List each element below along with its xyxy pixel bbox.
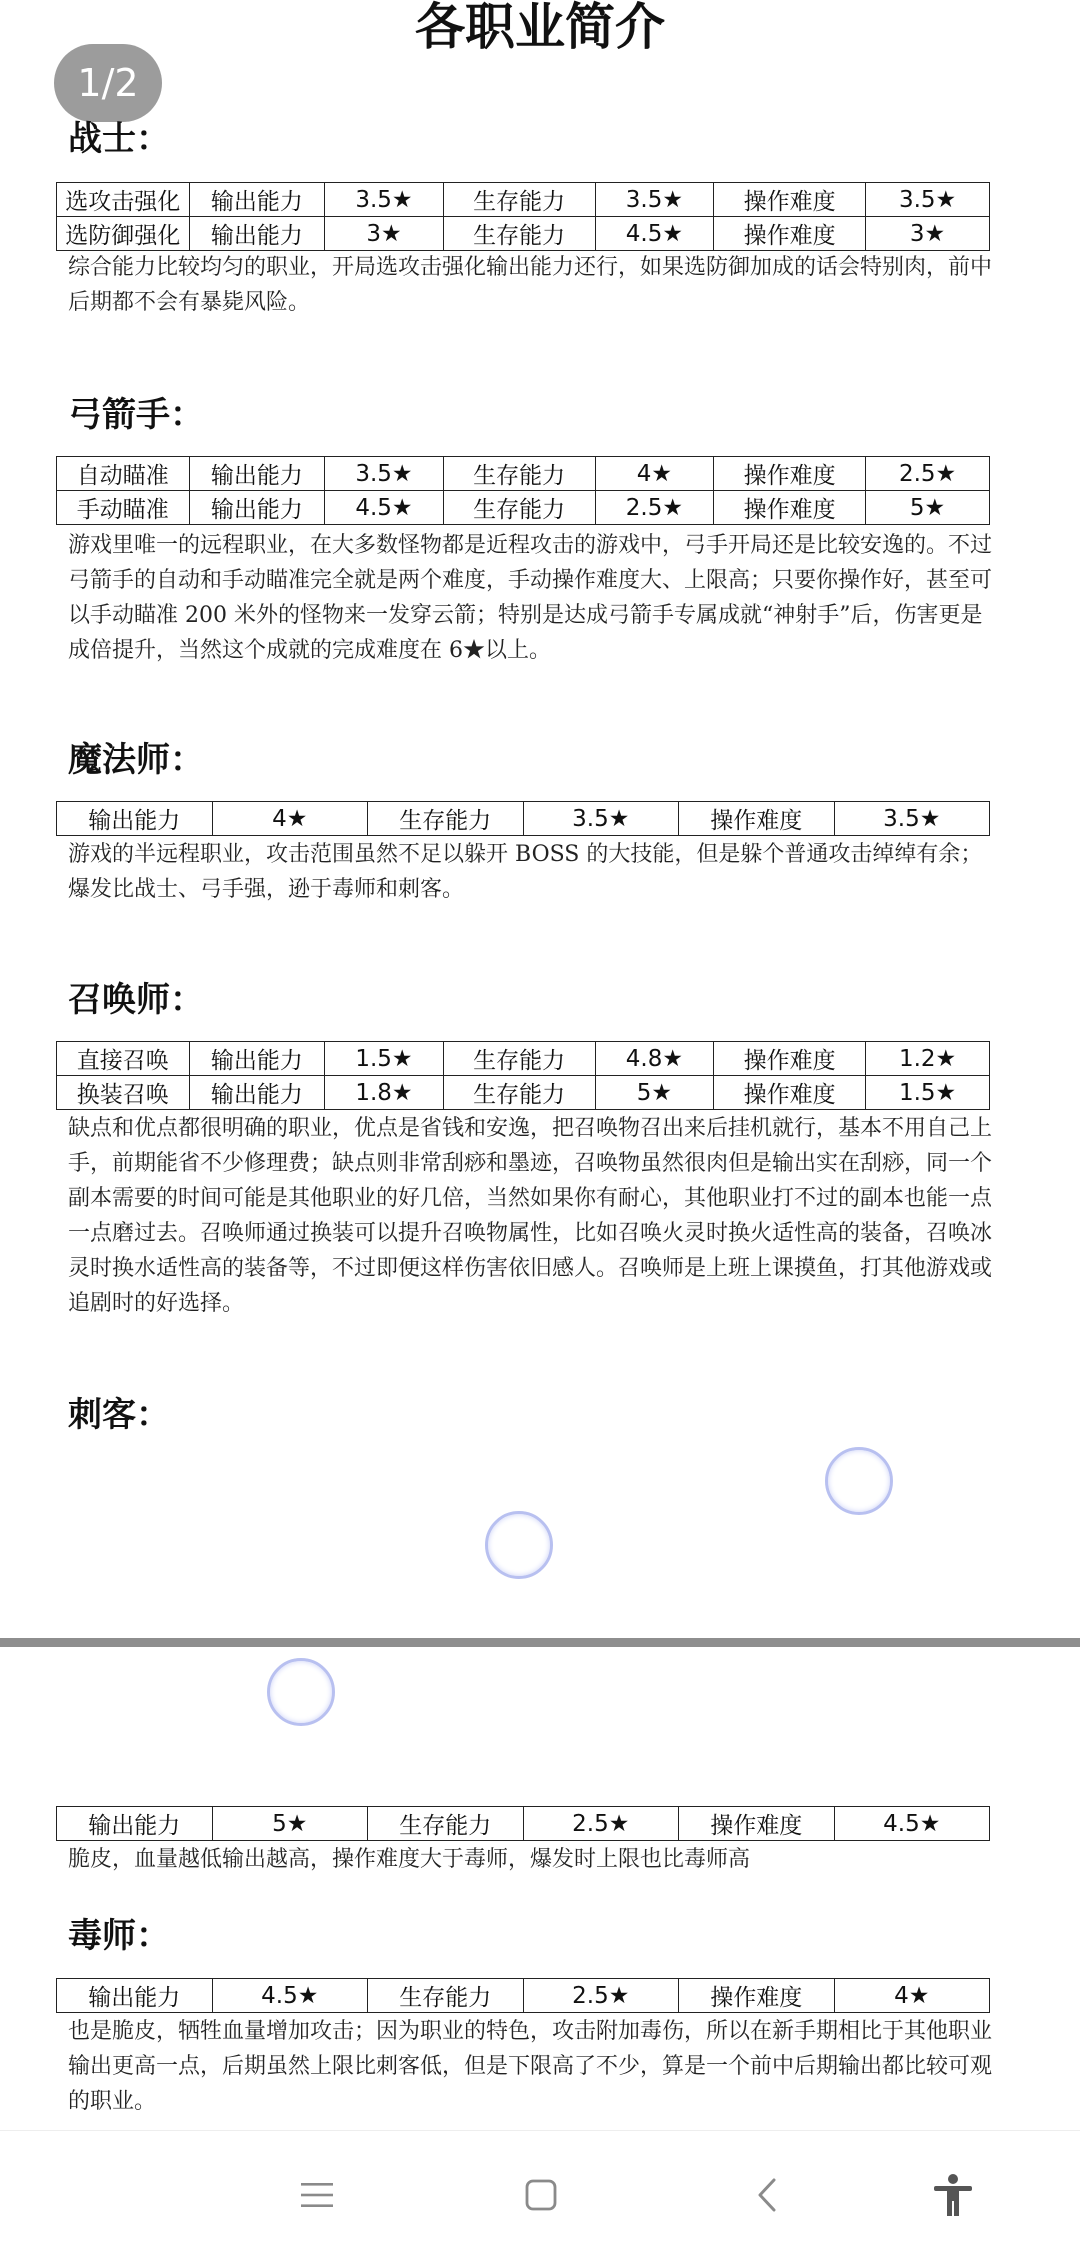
table-cell: 自动瞄准 bbox=[57, 457, 190, 491]
table-cell: 3.5★ bbox=[325, 457, 443, 491]
menu-button[interactable] bbox=[257, 2131, 377, 2259]
table-cell: 1.2★ bbox=[866, 1042, 990, 1076]
section-title-assassin: 刺客： bbox=[68, 1395, 170, 1435]
description-mage: 游戏的半远程职业，攻击范围虽然不足以躲开 BOSS 的大技能，但是躲个普通攻击绰绰有余；爆发比战士、弓手强，逊于毒师和刺客。 bbox=[68, 842, 983, 902]
document-title: 各职业简介 bbox=[415, 0, 665, 56]
table-cell: 2.5★ bbox=[595, 491, 713, 525]
section-title-poisoner: 毒师： bbox=[68, 1916, 170, 1956]
table-cell: 3.5★ bbox=[595, 183, 713, 217]
section-title-warrior: 战士： bbox=[68, 119, 170, 159]
stats-table-mage bbox=[56, 801, 990, 836]
menu-icon bbox=[300, 2181, 334, 2209]
table-cell: 直接召唤 bbox=[57, 1042, 190, 1076]
table-cell: 3.5★ bbox=[325, 183, 443, 217]
table-row bbox=[57, 802, 990, 836]
table-cell: 4★ bbox=[595, 457, 713, 491]
table-cell: 输出能力 bbox=[57, 1979, 213, 2013]
home-icon bbox=[525, 2179, 557, 2211]
table-cell: 1.5★ bbox=[866, 1076, 990, 1110]
touch-indicator bbox=[485, 1511, 553, 1579]
touch-indicator bbox=[267, 1658, 335, 1726]
table-row bbox=[57, 183, 990, 217]
table-cell: 操作难度 bbox=[679, 1979, 835, 2013]
table-cell: 选防御强化 bbox=[57, 217, 190, 251]
table-cell: 输出能力 bbox=[57, 802, 213, 836]
table-row bbox=[57, 1979, 990, 2013]
table-cell: 3.5★ bbox=[523, 802, 679, 836]
table-cell: 4★ bbox=[834, 1979, 990, 2013]
description-warrior: 综合能力比较均匀的职业，开局选攻击强化输出能力还行，如果选防御加成的话会特别肉，前中后期都不会有暴毙风险。 bbox=[68, 255, 993, 315]
table-cell: 操作难度 bbox=[714, 217, 866, 251]
description-archer: 游戏里唯一的远程职业，在大多数怪物都是近程攻击的游戏中，弓手开局还是比较安逸的。不过弓箭手的自动和手动瞄准完全就是两个难度，手动操作难度大、上限高；只要你操作好，甚至可以手动瞄准 200 米外的怪物来一发穿云箭；特别是达成弓箭手专属成就“神射手”后，伤害更是成倍提升，当然这个成就的完成难度在 6★以上。 bbox=[68, 533, 993, 663]
table-cell: 操作难度 bbox=[714, 183, 866, 217]
table-cell: 生存能力 bbox=[443, 1042, 595, 1076]
table-cell: 2.5★ bbox=[866, 457, 990, 491]
table-row bbox=[57, 1807, 990, 1841]
table-cell: 输出能力 bbox=[189, 183, 325, 217]
table-cell: 操作难度 bbox=[714, 1076, 866, 1110]
table-cell: 选攻击强化 bbox=[57, 183, 190, 217]
table-cell: 5★ bbox=[595, 1076, 713, 1110]
table-cell: 4.5★ bbox=[834, 1807, 990, 1841]
table-cell: 生存能力 bbox=[368, 1807, 524, 1841]
table-cell: 手动瞄准 bbox=[57, 491, 190, 525]
section-title-summoner: 召唤师： bbox=[68, 980, 204, 1020]
table-cell: 4.5★ bbox=[595, 217, 713, 251]
stats-table-poisoner bbox=[56, 1978, 990, 2013]
table-cell: 操作难度 bbox=[679, 802, 835, 836]
table-cell: 4.8★ bbox=[595, 1042, 713, 1076]
home-button[interactable] bbox=[481, 2131, 601, 2259]
table-row bbox=[57, 217, 990, 251]
description-poisoner: 也是脆皮，牺牲血量增加攻击；因为职业的特色，攻击附加毒伤，所以在新手期相比于其他职业输出更高一点，后期虽然上限比刺客低，但是下限高了不少，算是一个前中后期输出都比较可观的职业。 bbox=[68, 2019, 993, 2114]
table-cell: 2.5★ bbox=[523, 1807, 679, 1841]
table-cell: 输出能力 bbox=[189, 457, 325, 491]
description-assassin: 脆皮，血量越低输出越高，操作难度大于毒师，爆发时上限也比毒师高 bbox=[68, 1847, 751, 1872]
stats-table-archer bbox=[56, 456, 990, 525]
back-icon bbox=[756, 2177, 778, 2213]
table-row bbox=[57, 1076, 990, 1110]
table-cell: 2.5★ bbox=[523, 1979, 679, 2013]
table-cell: 3★ bbox=[325, 217, 443, 251]
table-cell: 操作难度 bbox=[714, 491, 866, 525]
table-cell: 操作难度 bbox=[679, 1807, 835, 1841]
accessibility-icon bbox=[932, 2173, 974, 2217]
section-title-mage: 魔法师： bbox=[68, 740, 204, 780]
table-cell: 生存能力 bbox=[443, 183, 595, 217]
table-cell: 输出能力 bbox=[57, 1807, 213, 1841]
touch-indicator bbox=[825, 1447, 893, 1515]
table-cell: 操作难度 bbox=[714, 457, 866, 491]
table-row bbox=[57, 457, 990, 491]
table-cell: 输出能力 bbox=[189, 491, 325, 525]
table-cell: 生存能力 bbox=[443, 1076, 595, 1110]
table-cell: 输出能力 bbox=[189, 217, 325, 251]
table-cell: 5★ bbox=[866, 491, 990, 525]
table-cell: 3.5★ bbox=[866, 183, 990, 217]
table-cell: 换装召唤 bbox=[57, 1076, 190, 1110]
stats-table-summoner bbox=[56, 1041, 990, 1110]
accessibility-button[interactable] bbox=[893, 2131, 1013, 2259]
table-cell: 操作难度 bbox=[714, 1042, 866, 1076]
page-divider bbox=[0, 1638, 1080, 1647]
table-cell: 1.8★ bbox=[325, 1076, 443, 1110]
table-cell: 3.5★ bbox=[834, 802, 990, 836]
table-cell: 4.5★ bbox=[325, 491, 443, 525]
table-cell: 生存能力 bbox=[443, 491, 595, 525]
table-cell: 生存能力 bbox=[368, 1979, 524, 2013]
table-row bbox=[57, 491, 990, 525]
table-cell: 生存能力 bbox=[443, 217, 595, 251]
table-cell: 输出能力 bbox=[189, 1076, 325, 1110]
table-cell: 4★ bbox=[212, 802, 368, 836]
section-title-archer: 弓箭手： bbox=[68, 395, 204, 435]
page-indicator-badge: 1/2 bbox=[54, 44, 162, 122]
table-cell: 5★ bbox=[212, 1807, 368, 1841]
stats-table-assassin bbox=[56, 1806, 990, 1841]
table-cell: 1.5★ bbox=[325, 1042, 443, 1076]
navigation-bar bbox=[0, 2130, 1080, 2259]
description-summoner: 缺点和优点都很明确的职业，优点是省钱和安逸，把召唤物召出来后挂机就行，基本不用自己上手，前期能省不少修理费；缺点则非常刮痧和墨迹，召唤物虽然很肉但是输出实在刮痧，同一个副本需要的时间可能是其他职业的好几倍，当然如果你有耐心，其他职业打不过的副本也能一点一点磨过去。召唤师通过换装可以提升召唤物属性，比如召唤火灵时换火适性高的装备，召唤冰灵时换水适性高的装备等，不过即便这样伤害依旧感人。召唤师是上班上课摸鱼，打其他游戏或追剧时的好选择。 bbox=[68, 1116, 993, 1316]
table-row bbox=[57, 1042, 990, 1076]
back-button[interactable] bbox=[707, 2131, 827, 2259]
table-cell: 4.5★ bbox=[212, 1979, 368, 2013]
table-cell: 生存能力 bbox=[443, 457, 595, 491]
table-cell: 输出能力 bbox=[189, 1042, 325, 1076]
table-cell: 3★ bbox=[866, 217, 990, 251]
stats-table-warrior bbox=[56, 182, 990, 251]
table-cell: 生存能力 bbox=[368, 802, 524, 836]
